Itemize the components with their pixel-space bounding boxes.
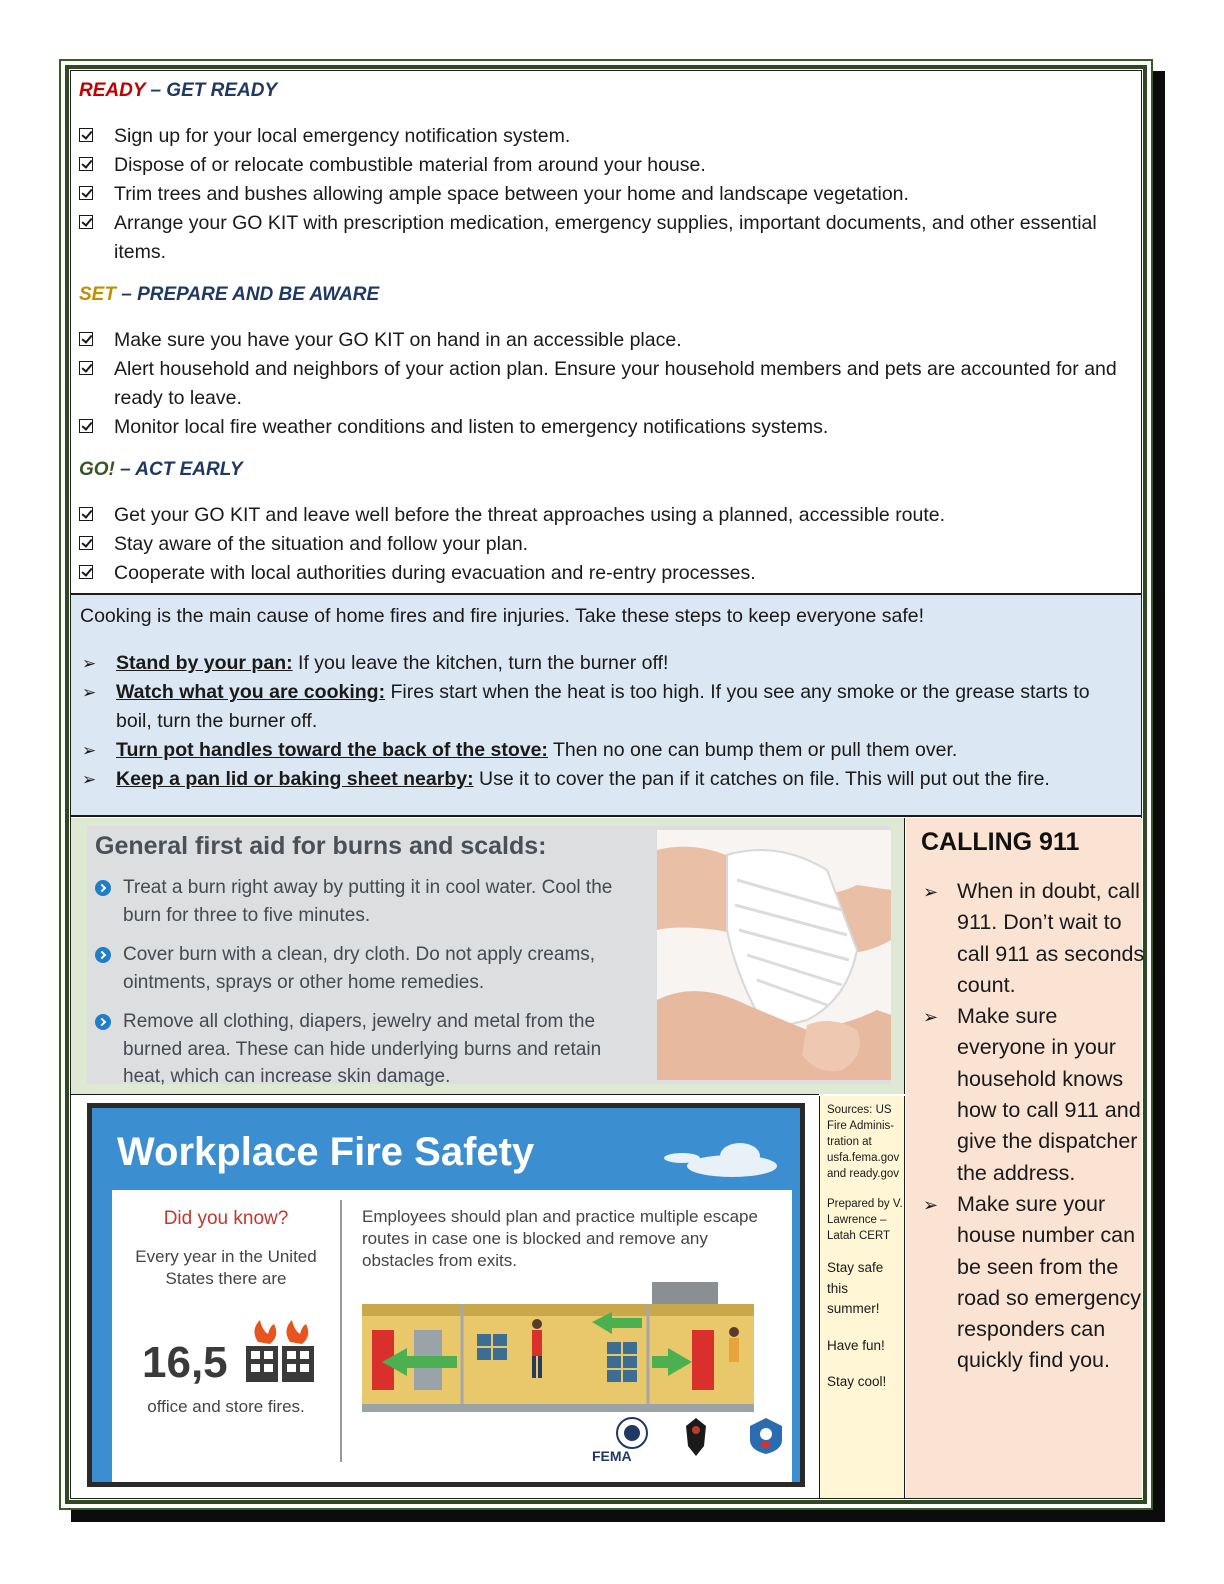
tip-title: Stand by your pan: bbox=[116, 652, 293, 674]
list-item bbox=[79, 501, 1131, 530]
workplace-section bbox=[71, 1094, 819, 1498]
list-item bbox=[921, 876, 1146, 1001]
list-item bbox=[79, 559, 1131, 588]
first-aid-list bbox=[95, 874, 635, 1103]
list-item-text: Dispose of or relocate combustible material from around your house. bbox=[114, 154, 706, 176]
burning-building-icon bbox=[240, 1320, 320, 1384]
ready-heading bbox=[79, 80, 277, 102]
arrow-bullet-icon: ➢ bbox=[923, 1007, 939, 1028]
list-item-text: Sign up for your local emergency notification system. bbox=[114, 125, 571, 147]
every-year-text: Every year in the United States there are bbox=[135, 1247, 317, 1288]
calling-911-title: CALLING 911 bbox=[921, 828, 1080, 856]
workplace-info-card bbox=[112, 1190, 792, 1482]
list-item bbox=[79, 413, 1131, 442]
workplace-graphic-background bbox=[92, 1108, 800, 1482]
chevron-circle-icon bbox=[95, 1014, 111, 1030]
arrow-bullet-icon: ➢ bbox=[82, 741, 97, 760]
checkbox-icon bbox=[79, 507, 93, 521]
list-item bbox=[80, 649, 1130, 678]
go-checklist bbox=[79, 501, 1131, 588]
list-item-text: When in doubt, call 911. Don’t wait to call 911 as seconds count. bbox=[957, 879, 1145, 997]
ready-heading-text: – GET READY bbox=[145, 80, 278, 101]
first-aid-section bbox=[71, 818, 905, 1094]
set-heading bbox=[79, 284, 379, 306]
have-fun-text: Have fun! bbox=[827, 1337, 885, 1353]
tip-title: Keep a pan lid or baking sheet nearby: bbox=[116, 768, 474, 790]
checkbox-icon bbox=[79, 332, 93, 346]
list-item-text: Alert household and neighbors of your action plan. Ensure your household members and pets are accounted for and ready to leave. bbox=[114, 358, 1117, 409]
fema-logo-text: FEMA bbox=[592, 1448, 632, 1464]
list-item bbox=[95, 1008, 635, 1091]
tip-text: Fires start when the heat is too high. If you see any smoke or the grease starts to boil, turn the burner off. bbox=[116, 681, 1090, 732]
first-aid-graphic bbox=[87, 826, 891, 1087]
list-item bbox=[79, 355, 1131, 413]
tip-text: If you leave the kitchen, turn the burner off! bbox=[292, 652, 669, 674]
list-item-text: Cooperate with local authorities during evacuation and re-entry processes. bbox=[114, 562, 756, 584]
checkbox-icon bbox=[79, 186, 93, 200]
tip-text: Use it to cover the pan if it catches on file. This will put out the fire. bbox=[473, 768, 1050, 790]
cooking-safety-section bbox=[71, 593, 1141, 817]
workplace-fire-safety-graphic bbox=[87, 1103, 805, 1487]
employees-text: Employees should plan and practice multiple escape routes in case one is blocked and remove any obstacles from exits. bbox=[362, 1207, 758, 1270]
list-item-text: Make sure you have your GO KIT on hand in an accessible place. bbox=[114, 329, 682, 351]
stay-cool-text: Stay cool! bbox=[827, 1374, 887, 1389]
list-item bbox=[95, 874, 635, 929]
chevron-circle-icon bbox=[95, 880, 111, 896]
list-item-text: Trim trees and bushes allowing ample space between your home and landscape vegetation. bbox=[114, 183, 909, 205]
list-item bbox=[95, 941, 635, 996]
checkbox-icon bbox=[79, 536, 93, 550]
list-item bbox=[79, 151, 1131, 180]
list-item-text: Stay aware of the situation and follow your plan. bbox=[114, 533, 529, 555]
checkbox-icon bbox=[79, 419, 93, 433]
sources-text: Sources: US Fire Adminis-tration at usfa.fema.gov and ready.gov bbox=[827, 1104, 900, 1180]
cooking-intro: Cooking is the main cause of home fires and fire injuries. Take these steps to keep everyone safe! bbox=[80, 605, 925, 627]
list-item bbox=[80, 678, 1130, 736]
list-item bbox=[79, 180, 1131, 209]
stay-safe-text: Stay safe this summer! bbox=[827, 1260, 884, 1316]
office-fires-text: office and store fires. bbox=[147, 1397, 305, 1416]
list-item bbox=[79, 530, 1131, 559]
workplace-title: Workplace Fire Safety bbox=[117, 1130, 535, 1174]
list-item bbox=[79, 122, 1131, 151]
list-item bbox=[79, 209, 1131, 267]
tip-text: Then no one can bump them or pull them over. bbox=[547, 739, 958, 761]
bandaged-hand-photo bbox=[657, 830, 891, 1080]
office-evacuation-illustration bbox=[362, 1282, 782, 1412]
ready-keyword: READY bbox=[79, 80, 146, 101]
go-keyword: GO! bbox=[79, 459, 115, 480]
checkbox-icon bbox=[79, 157, 93, 171]
calling-911-list bbox=[921, 876, 1146, 1377]
list-item-text: Get your GO KIT and leave well before the threat approaches using a planned, accessible route. bbox=[114, 504, 946, 526]
bandaged-hand-illustration bbox=[657, 830, 891, 1080]
checkbox-icon bbox=[79, 128, 93, 142]
list-item bbox=[921, 1189, 1146, 1377]
list-item-text: Arrange your GO KIT with prescription medication, emergency supplies, important documents, and other essential items. bbox=[114, 212, 1097, 263]
cloud-icon bbox=[652, 1138, 782, 1178]
checkbox-icon bbox=[79, 215, 93, 229]
go-heading bbox=[79, 459, 243, 481]
arrow-bullet-icon: ➢ bbox=[923, 1194, 939, 1215]
go-heading-text: – ACT EARLY bbox=[114, 459, 243, 480]
ready-checklist bbox=[79, 122, 1131, 267]
tip-title: Watch what you are cooking: bbox=[116, 681, 386, 703]
list-item bbox=[79, 326, 1131, 355]
list-item bbox=[80, 736, 1130, 765]
set-checklist bbox=[79, 326, 1131, 442]
calling-911-section bbox=[906, 818, 1145, 1498]
list-item-text: Make sure everyone in your household knows how to call 911 and give the dispatcher the address. bbox=[957, 1004, 1141, 1185]
arrow-bullet-icon: ➢ bbox=[82, 654, 97, 673]
list-item bbox=[921, 1001, 1146, 1189]
arrow-bullet-icon: ➢ bbox=[923, 882, 939, 902]
list-item-text: Monitor local fire weather conditions and listen to emergency notifications systems. bbox=[114, 416, 829, 438]
us-fire-administration-logo-icon bbox=[680, 1416, 712, 1460]
fire-count-number: 16,5 bbox=[142, 1338, 228, 1387]
list-item-text: Cover burn with a clean, dry cloth. Do not apply creams, ointments, sprays or other home remedies. bbox=[123, 944, 596, 993]
arrow-bullet-icon: ➢ bbox=[82, 683, 97, 702]
set-heading-text: – PREPARE AND BE AWARE bbox=[115, 284, 380, 305]
list-item bbox=[80, 765, 1130, 794]
checkbox-icon bbox=[79, 361, 93, 375]
arrow-bullet-icon: ➢ bbox=[82, 770, 97, 789]
sources-column bbox=[819, 1096, 905, 1498]
prepared-by-text: Prepared by V. Lawrence – Latah CERT bbox=[827, 1198, 903, 1242]
first-aid-title: General first aid for burns and scalds: bbox=[95, 832, 547, 860]
chevron-circle-icon bbox=[95, 947, 111, 963]
cooking-tips-list bbox=[80, 649, 1130, 794]
list-item-text: Remove all clothing, diapers, jewelry and metal from the burned area. These can hide underlying burns and retain heat, which can increase skin damage. bbox=[123, 1011, 602, 1087]
set-keyword: SET bbox=[79, 284, 116, 305]
tip-title: Turn pot handles toward the back of the stove: bbox=[116, 739, 548, 761]
preparedness-logo-icon bbox=[748, 1416, 784, 1456]
checkbox-icon bbox=[79, 565, 93, 579]
dhs-seal-icon bbox=[612, 1416, 652, 1450]
did-you-know-heading: Did you know? bbox=[163, 1208, 289, 1229]
divider bbox=[340, 1200, 342, 1462]
list-item-text: Make sure your house number can be seen from the road so emergency responders can quickly find you. bbox=[957, 1191, 1142, 1373]
list-item-text: Treat a burn right away by putting it in cool water. Cool the burn for three to five minutes. bbox=[123, 877, 613, 926]
